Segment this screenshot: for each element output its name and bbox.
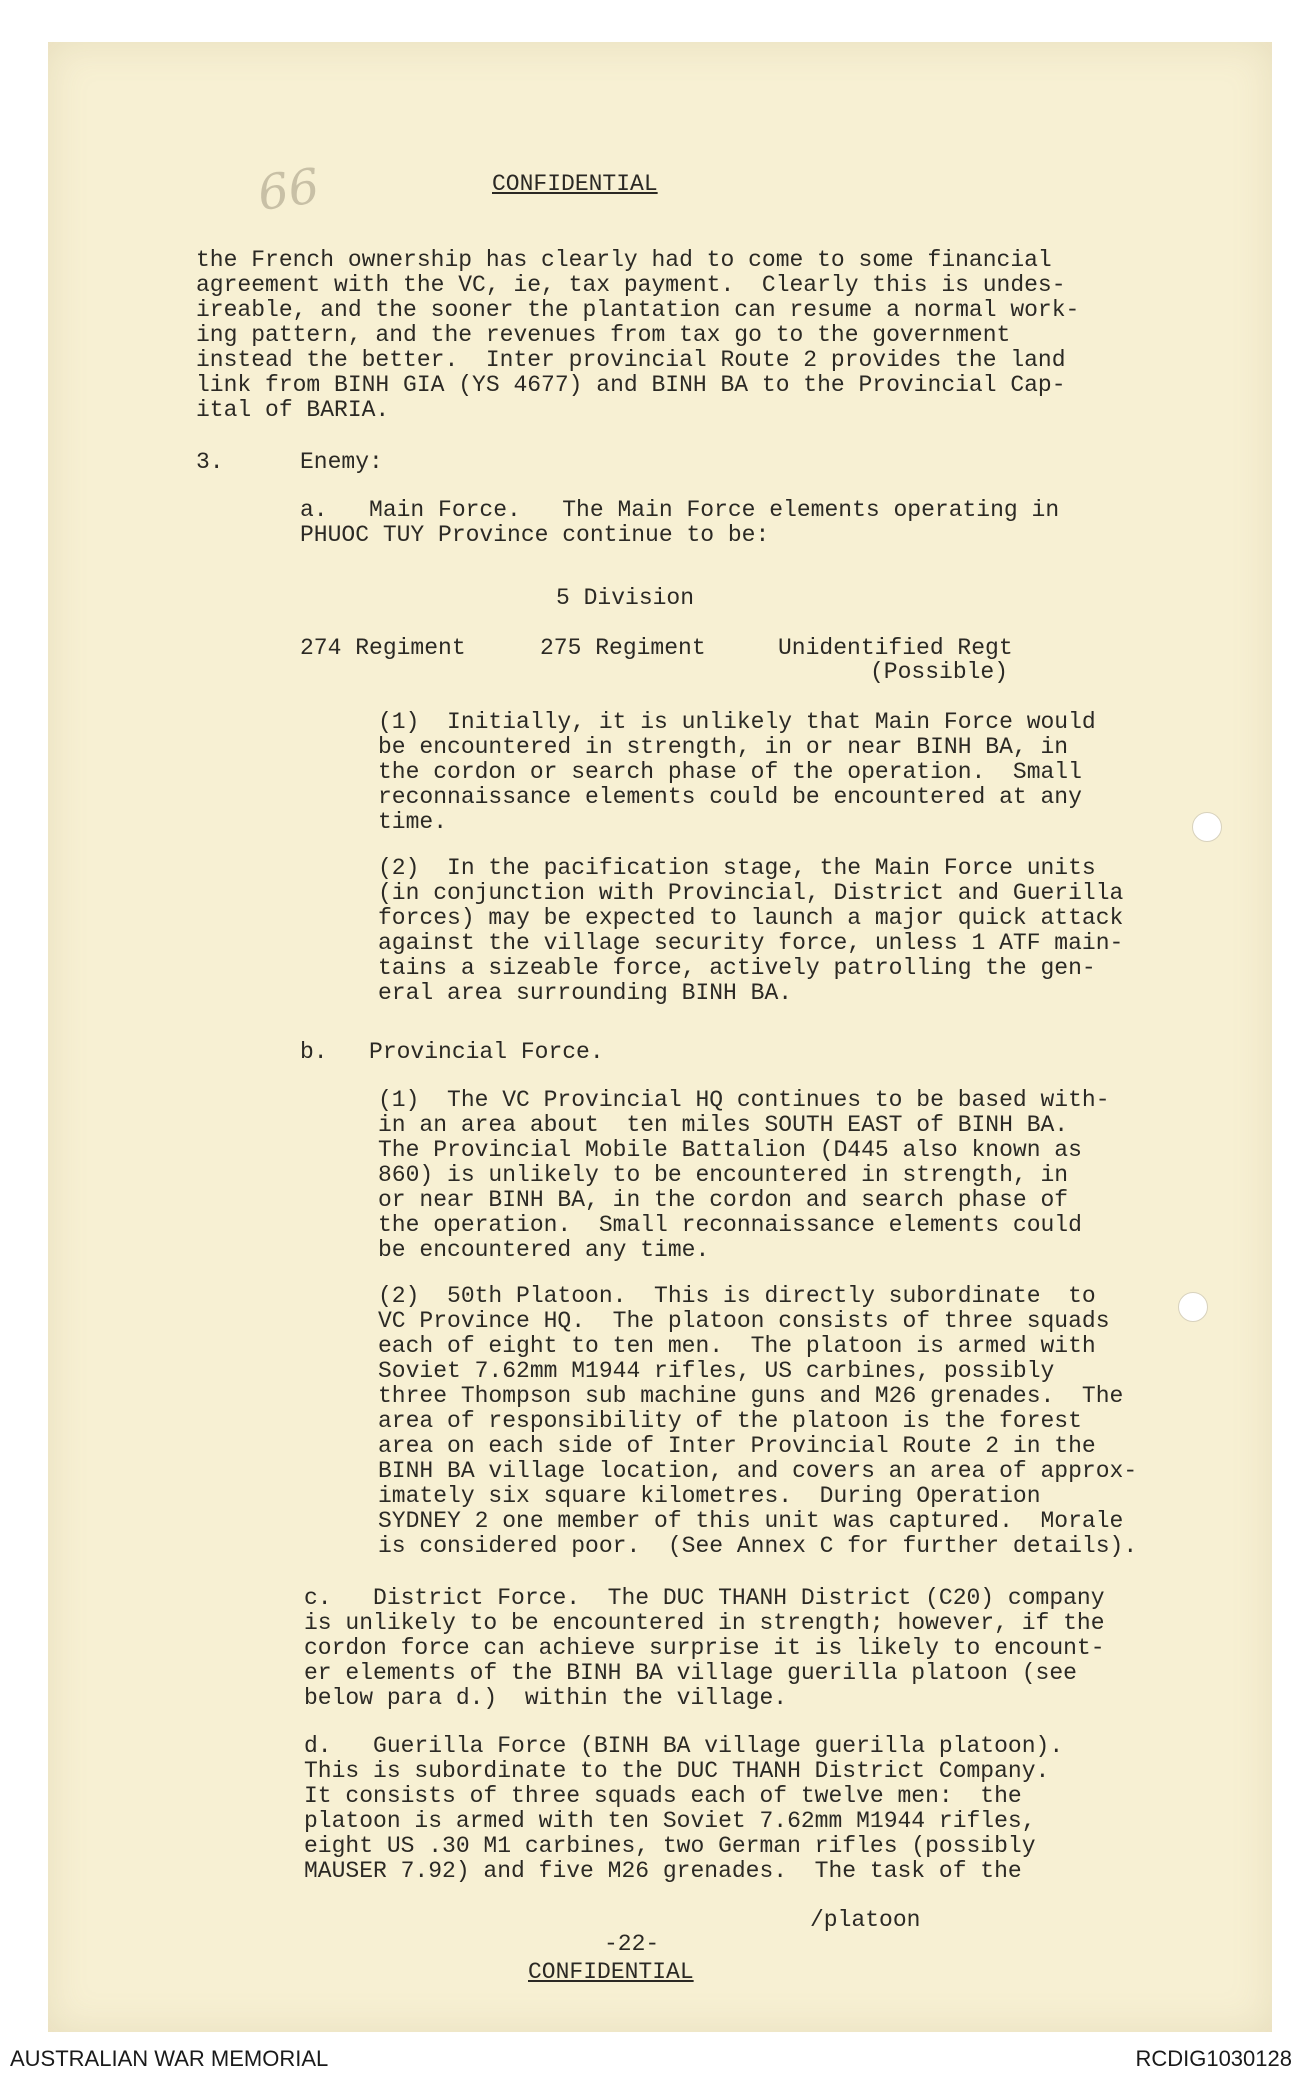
text-line: forces) may be expected to launch a major quick attack [378, 905, 1124, 931]
text-line: against the village security force, unless 1 ATF main- [378, 930, 1124, 956]
text-line: eight US .30 M1 carbines, two German rifles (possibly [304, 1833, 1036, 1859]
text-line: 860) is unlikely to be encountered in strength, in [378, 1162, 1069, 1188]
text-line: below para d.) within the village. [304, 1685, 788, 1711]
text-line: or near BINH BA, in the cordon and search phase of [378, 1187, 1069, 1213]
text-line: instead the better. Inter provincial Route 2 provides the land [196, 347, 1066, 373]
page-number: -22- [604, 1931, 660, 1957]
section-number: 3. [196, 449, 224, 475]
header-classification: CONFIDENTIAL [492, 171, 658, 197]
regiment-unidentified: Unidentified Regt [778, 635, 1013, 661]
section-title: Enemy: [300, 449, 383, 475]
text-line: PHUOC TUY Province continue to be: [300, 522, 770, 548]
text-line: The Provincial Mobile Battalion (D445 also known as [378, 1137, 1082, 1163]
text-line: Soviet 7.62mm M1944 rifles, US carbines, possibly [378, 1358, 1055, 1384]
regiment-275: 275 Regiment [540, 635, 706, 661]
regiment-274: 274 Regiment [300, 635, 466, 661]
text-line: time. [378, 809, 448, 835]
archive-credit: AUSTRALIAN WAR MEMORIAL [10, 2046, 329, 2071]
footer-classification: CONFIDENTIAL [528, 1959, 694, 1985]
text-line: ital of BARIA. [196, 397, 390, 423]
text-line: eral area surrounding BINH BA. [378, 980, 793, 1006]
text-line: c. District Force. The DUC THANH District (C20) company [304, 1585, 1105, 1611]
text-line: It consists of three squads each of twelve men: the [304, 1783, 1022, 1809]
text-line: be encountered any time. [378, 1237, 710, 1263]
text-line: BINH BA village location, and covers an area of approx- [378, 1458, 1138, 1484]
text-line: in an area about ten miles SOUTH EAST of BINH BA. [378, 1112, 1069, 1138]
regiment-note: (Possible) [870, 659, 1009, 685]
punch-hole-lower [1178, 1292, 1208, 1322]
text-line: imately six square kilometres. During Operation [378, 1483, 1041, 1509]
text-line: VC Province HQ. The platoon consists of three squads [378, 1308, 1110, 1334]
text-line: (2) 50th Platoon. This is directly subordinate to [378, 1283, 1096, 1309]
text-line: d. Guerilla Force (BINH BA village guerilla platoon). [304, 1733, 1064, 1759]
text-line: each of eight to ten men. The platoon is armed with [378, 1333, 1096, 1359]
text-line: cordon force can achieve surprise it is likely to encount- [304, 1635, 1105, 1661]
text-line: a. Main Force. The Main Force elements operating in [300, 497, 1060, 523]
continuation-word: /platoon [810, 1907, 921, 1933]
text-line: This is subordinate to the DUC THANH District Company. [304, 1758, 1050, 1784]
text-line: is considered poor. (See Annex C for further details). [378, 1533, 1138, 1559]
text-line: MAUSER 7.92) and five M26 grenades. The task of the [304, 1858, 1022, 1884]
archive-reference-id: RCDIG1030128 [1135, 2046, 1292, 2071]
text-line: the French ownership has clearly had to come to some financial [196, 247, 1052, 273]
text-line: (1) The VC Provincial HQ continues to be based with- [378, 1087, 1110, 1113]
text-line: tains a sizeable force, actively patrolling the gen- [378, 955, 1096, 981]
text-line: be encountered in strength, in or near BINH BA, in [378, 734, 1069, 760]
handwritten-page-mark: 66 [254, 158, 323, 222]
text-line: three Thompson sub machine guns and M26 grenades. The [378, 1383, 1124, 1409]
text-line: area on each side of Inter Provincial Route 2 in the [378, 1433, 1096, 1459]
punch-hole-upper [1192, 812, 1222, 842]
text-line: link from BINH GIA (YS 4677) and BINH BA to the Provincial Cap- [196, 372, 1066, 398]
text-line: ireable, and the sooner the plantation can resume a normal work- [196, 297, 1080, 323]
text-line: (1) Initially, it is unlikely that Main Force would [378, 709, 1096, 735]
text-line: agreement with the VC, ie, tax payment. Clearly this is undes- [196, 272, 1066, 298]
text-line: is unlikely to be encountered in strength; however, if the [304, 1610, 1105, 1636]
text-line: (2) In the pacification stage, the Main Force units [378, 855, 1096, 881]
text-line: ing pattern, and the revenues from tax go to the government [196, 322, 1011, 348]
text-line: the cordon or search phase of the operation. Small [378, 759, 1082, 785]
text-line: (in conjunction with Provincial, District and Guerilla [378, 880, 1124, 906]
text-line: SYDNEY 2 one member of this unit was captured. Morale [378, 1508, 1124, 1534]
division-label: 5 Division [556, 585, 695, 611]
text-line: the operation. Small reconnaissance elements could [378, 1212, 1082, 1238]
text-line: platoon is armed with ten Soviet 7.62mm M1944 rifles, [304, 1808, 1036, 1834]
paragraph-b-title: b. Provincial Force. [300, 1039, 604, 1065]
text-line: er elements of the BINH BA village guerilla platoon (see [304, 1660, 1077, 1686]
text-line: reconnaissance elements could be encountered at any [378, 784, 1082, 810]
text-line: area of responsibility of the platoon is the forest [378, 1408, 1082, 1434]
document-page [48, 42, 1272, 2032]
